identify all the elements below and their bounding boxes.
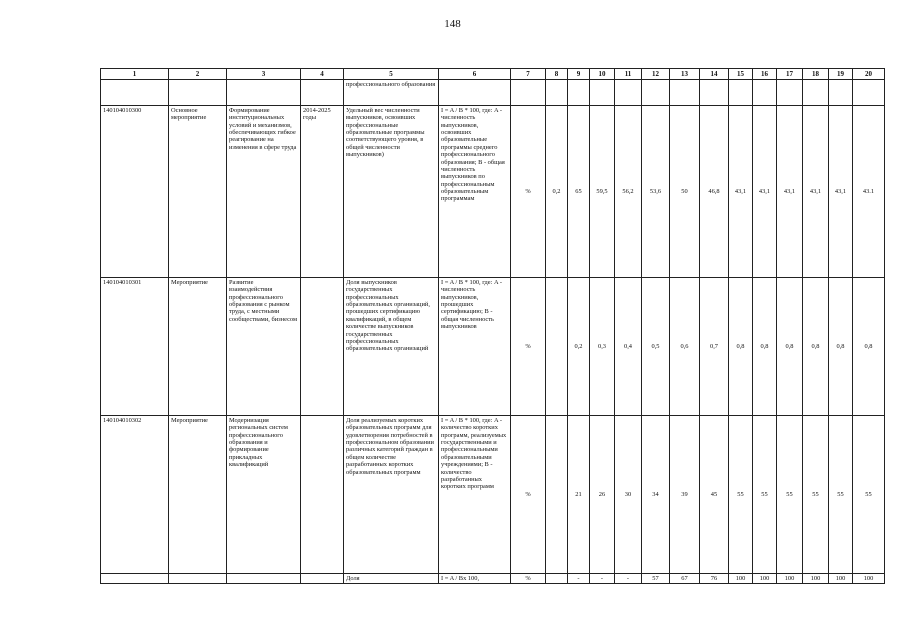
value-cell: 46,8 — [700, 106, 729, 278]
value-cell: 100 — [777, 574, 803, 584]
formula-cell: I = A / Bx 100, — [439, 574, 511, 584]
type-cell — [169, 574, 227, 584]
period-cell — [301, 416, 344, 574]
value-cell: 43,1 — [803, 106, 829, 278]
code-cell: 140104010302 — [101, 416, 169, 574]
indicator-cell: Доля выпускников государственных профессиональных образовательных организаций, прошедших сертификацию квалификаций, в общем количестве выпускников государственных профессиональных образовательных организаций — [344, 278, 439, 416]
formula-cell: I = A / B * 100, где: A - количество коротких программ, реализуемых государственными и профессиональными образовательными учреждениями; B - количество разработанных коротких программ — [439, 416, 511, 574]
value-cell: - — [590, 574, 615, 584]
code-cell: 140104010300 — [101, 106, 169, 278]
header-cell: 5 — [344, 69, 439, 80]
value-cell: 34 — [642, 416, 670, 574]
header-cell: 9 — [568, 69, 590, 80]
code-cell — [101, 574, 169, 584]
formula-cell: I = A / B * 100, где: A - численность выпускников, освоивших образовательные программы среднего профессионального образования; B - общая численность выпускников по профессиональным образовательным программам — [439, 106, 511, 278]
period-cell: 2014-2025 годы — [301, 106, 344, 278]
value-cell: 43,1 — [753, 106, 777, 278]
header-cell: 4 — [301, 69, 344, 80]
value-cell: 0,8 — [853, 278, 885, 416]
value-cell: 26 — [590, 416, 615, 574]
value-cell: 0,4 — [615, 278, 642, 416]
value-cell: 0,6 — [670, 278, 700, 416]
value-cell: 0,8 — [753, 278, 777, 416]
header-cell: 10 — [590, 69, 615, 80]
value-cell — [546, 574, 568, 584]
value-cell: 39 — [670, 416, 700, 574]
value-cell: 21 — [568, 416, 590, 574]
value-cell: 100 — [829, 574, 853, 584]
header-cell: 11 — [615, 69, 642, 80]
value-cell: 53,6 — [642, 106, 670, 278]
value-cell: - — [615, 574, 642, 584]
header-cell: 2 — [169, 69, 227, 80]
header-cell: 17 — [777, 69, 803, 80]
value-cell: 43,1 — [777, 106, 803, 278]
unit-cell: % — [511, 574, 546, 584]
value-cell — [546, 278, 568, 416]
value-cell: 55 — [729, 416, 753, 574]
header-cell: 19 — [829, 69, 853, 80]
value-cell: 55 — [803, 416, 829, 574]
header-cell: 7 — [511, 69, 546, 80]
header-cell: 3 — [227, 69, 301, 80]
value-cell: 100 — [853, 574, 885, 584]
value-cell: 0,8 — [729, 278, 753, 416]
value-cell: 55 — [777, 416, 803, 574]
value-cell: 100 — [729, 574, 753, 584]
value-cell: 0,2 — [546, 106, 568, 278]
value-cell: 67 — [670, 574, 700, 584]
value-cell: 0,8 — [829, 278, 853, 416]
continuation-row — [101, 80, 885, 106]
type-cell: Мероприятие — [169, 416, 227, 574]
indicator-cell: Удельный вес численности выпускников, освоивших профессиональные образовательные программы соответствующего уровня, в общей численности выпускников) — [344, 106, 439, 278]
value-cell: 50 — [670, 106, 700, 278]
header-cell: 13 — [670, 69, 700, 80]
name-cell: Формирование институциональных условий и механизмов, обеспечивающих гибкое реагирование на изменения в сфере труда — [227, 106, 301, 278]
value-cell: 100 — [803, 574, 829, 584]
name-cell: Развитие взаимодействия профессионального образования с рынком труда, с местными сообществами, бизнесом — [227, 278, 301, 416]
value-cell: 100 — [753, 574, 777, 584]
indicator-cell: Доля реализуемых коротких образовательных программ для удовлетворения потребностей в профессиональном образовании различных категорий граждан в общем количестве разработанных коротких образовательных программ — [344, 416, 439, 574]
value-cell: - — [568, 574, 590, 584]
value-cell: 43,1 — [829, 106, 853, 278]
header-cell: 20 — [853, 69, 885, 80]
table-row — [101, 574, 885, 584]
page-number: 148 — [444, 18, 461, 30]
value-cell: 59,5 — [590, 106, 615, 278]
value-cell: 0,3 — [590, 278, 615, 416]
code-cell: 140104010301 — [101, 278, 169, 416]
header-cell: 14 — [700, 69, 729, 80]
value-cell: 0,8 — [777, 278, 803, 416]
period-cell — [301, 574, 344, 584]
value-cell: 65 — [568, 106, 590, 278]
header-cell: 6 — [439, 69, 511, 80]
value-cell: 30 — [615, 416, 642, 574]
value-cell: 0,7 — [700, 278, 729, 416]
value-cell: 45 — [700, 416, 729, 574]
name-cell: Модернизация региональных систем профессионального образования и формирование прикладных квалификаций — [227, 416, 301, 574]
header-cell: 1 — [101, 69, 169, 80]
value-cell: 76 — [700, 574, 729, 584]
value-cell: 43,1 — [729, 106, 753, 278]
header-cell: 16 — [753, 69, 777, 80]
period-cell — [301, 278, 344, 416]
table-row — [101, 106, 885, 278]
value-cell — [546, 416, 568, 574]
header-cell: 18 — [803, 69, 829, 80]
unit-cell: % — [511, 416, 546, 574]
header-cell: 12 — [642, 69, 670, 80]
unit-cell: % — [511, 278, 546, 416]
value-cell: 56,2 — [615, 106, 642, 278]
formula-cell: I = A / B * 100, где: A - численность выпускников, прошедших сертификацию; B - общая численность выпускников — [439, 278, 511, 416]
value-cell: 0,2 — [568, 278, 590, 416]
value-cell: 57 — [642, 574, 670, 584]
indicator-cell: профессионального образования — [344, 80, 439, 106]
value-cell: 0,8 — [803, 278, 829, 416]
indicators-table — [100, 68, 885, 584]
table-row — [101, 416, 885, 574]
value-cell: 0,5 — [642, 278, 670, 416]
value-cell: 55 — [829, 416, 853, 574]
type-cell: Мероприятие — [169, 278, 227, 416]
name-cell — [227, 574, 301, 584]
column-number-header — [101, 69, 885, 80]
table-row — [101, 278, 885, 416]
value-cell: 43.1 — [853, 106, 885, 278]
header-cell: 8 — [546, 69, 568, 80]
indicator-cell: Доля — [344, 574, 439, 584]
value-cell: 55 — [753, 416, 777, 574]
header-cell: 15 — [729, 69, 753, 80]
value-cell: 55 — [853, 416, 885, 574]
unit-cell: % — [511, 106, 546, 278]
type-cell: Основное мероприятие — [169, 106, 227, 278]
